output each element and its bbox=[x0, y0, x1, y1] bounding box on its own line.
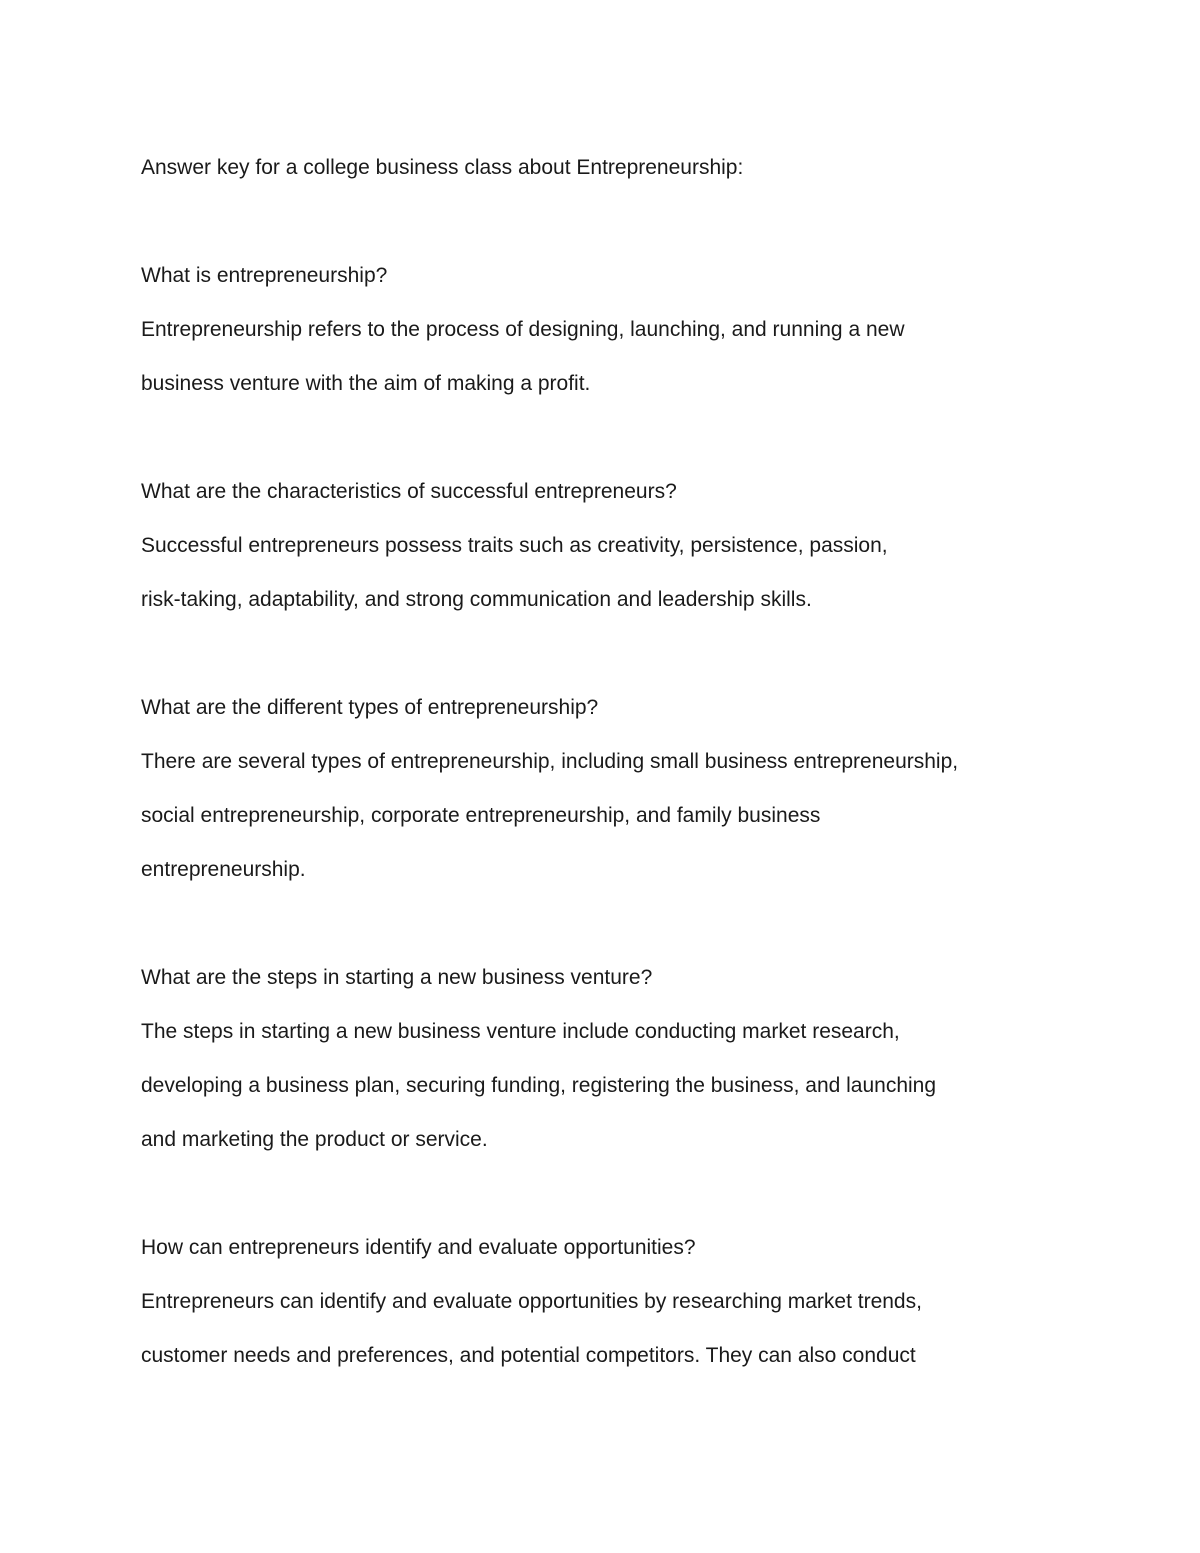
qa-section bbox=[141, 465, 1081, 627]
answer-line: risk-taking, adaptability, and strong communication and leadership skills. bbox=[141, 588, 812, 611]
question-text: What are the different types of entrepreneurship? bbox=[141, 696, 599, 719]
question-text: What is entrepreneurship? bbox=[141, 264, 388, 287]
qa-section bbox=[141, 951, 1081, 1167]
answer-line: Successful entrepreneurs possess traits such as creativity, persistence, passion, bbox=[141, 534, 888, 557]
question-text: How can entrepreneurs identify and evaluate opportunities? bbox=[141, 1236, 696, 1259]
answer-line: developing a business plan, securing funding, registering the business, and launching bbox=[141, 1074, 937, 1097]
qa-section bbox=[141, 1221, 1081, 1383]
answer-line: customer needs and preferences, and potential competitors. They can also conduct bbox=[141, 1344, 916, 1367]
answer-line: There are several types of entrepreneurship, including small business entrepreneurship, bbox=[141, 750, 959, 773]
answer-line: entrepreneurship. bbox=[141, 858, 306, 881]
question-text: What are the characteristics of successful entrepreneurs? bbox=[141, 480, 677, 503]
answer-line: Entrepreneurs can identify and evaluate opportunities by researching market trends, bbox=[141, 1290, 922, 1313]
answer-line: business venture with the aim of making a profit. bbox=[141, 372, 591, 395]
qa-section bbox=[141, 681, 1081, 897]
answer-line: social entrepreneurship, corporate entrepreneurship, and family business bbox=[141, 804, 821, 827]
answer-line: The steps in starting a new business venture include conducting market research, bbox=[141, 1020, 900, 1043]
qa-section bbox=[141, 249, 1081, 411]
question-text: What are the steps in starting a new business venture? bbox=[141, 966, 653, 989]
document-title: Answer key for a college business class about Entrepreneurship: bbox=[141, 156, 744, 179]
answer-line: and marketing the product or service. bbox=[141, 1128, 488, 1151]
answer-line: Entrepreneurship refers to the process of designing, launching, and running a new bbox=[141, 318, 905, 341]
document-body bbox=[141, 141, 1081, 1437]
